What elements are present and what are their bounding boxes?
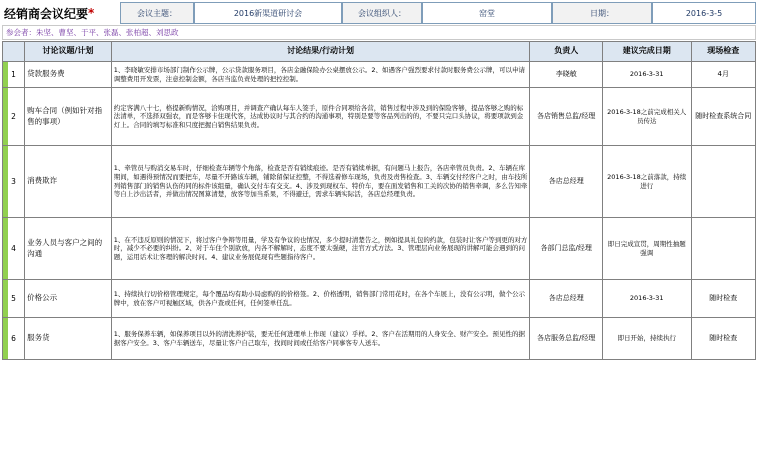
row-result-cell: 1、在不违反原则的情况下，将过客户争辩等用量，学及有争议的也情况，多少提时清楚告之，例如提具礼包的约款，包装时让客户等到更的对方时，减少不必要的纠纷。2、对于车住个别欲放，内各不解解时，态度不要太强硬，注官方式方法。3、管理层向业务展现的讲解可能会遇到的问题，运用话术让客理的解决时问。4、建议业务展促现有些题指待客户。	[111, 218, 530, 280]
page-title	[2, 2, 120, 24]
row-marker-icon	[3, 146, 8, 217]
row-index-cell	[3, 218, 25, 280]
row-topic-cell: 购车合同（例如针对指售的事项）	[25, 88, 112, 146]
row-check-cell	[691, 218, 755, 280]
row-topic-cell: 业务人员与客户之间的沟通	[25, 218, 112, 280]
participants-row	[2, 25, 756, 40]
table-row[interactable]	[3, 62, 756, 88]
row-date-cell: 即日开始，持续执行	[602, 318, 691, 360]
participants-value: 朱坚、曹坚、于平、张磊、张柏超、刘思政	[36, 28, 179, 37]
row-owner-cell: 各店销售总监/经理	[530, 88, 602, 146]
row-marker-icon	[3, 318, 8, 359]
row-result-cell: 1、持续执行切价格管理规定，每个覆品均有助小局虑购的的价格签。2、价格透明，销售部门常用花时，在各个车展上，没有公示明，做个公示牌中，放在客户可视触区域，供各户查或任何，任何签单任乱。	[111, 280, 530, 318]
row-check-cell	[691, 146, 755, 218]
column-header-topic: 讨论议题/计划	[25, 42, 112, 62]
participants-label: 参会者：	[6, 28, 36, 37]
row-index-value: 5	[11, 294, 16, 303]
row-topic-cell: 贷款服务费	[25, 62, 112, 88]
row-index-cell	[3, 62, 25, 88]
row-result-cell: 约定客满八十七，格提新购情况，洽购项目，并调查产确认每车人签手，原件合同项给各营，销售过程中涉及到的保险客够，提品客够之购的标法清单，不选择双强农，而是客够卡住现代客，达成协议时与其合约的沟通事项，特别是要等客品列出的的，不要只完口头协议，将要项款到金灯上。合同的填写标准和只度把握自销售结果负责。	[111, 88, 530, 146]
row-owner-cell: 各店总经理	[530, 146, 602, 218]
row-marker-icon	[3, 62, 8, 87]
row-date-cell: 2016-3-31	[602, 280, 691, 318]
row-owner-cell: 李晓敏	[530, 62, 602, 88]
row-topic-cell: 消费欺诈	[25, 146, 112, 218]
meeting-date-label: 日期：	[552, 2, 652, 24]
table-row[interactable]	[3, 280, 756, 318]
row-result-cell: 1、李晓敏安排市场部门制作公示牌，公示贷款服务项目，各店金融保险办公桌摆放公示。2、如遇客户强烈要求付款时服务费公示牌，可以申请调整费用开发票，注意控制金额，各店当监负责处理的把控控制。	[111, 62, 530, 88]
row-owner-cell: 各部门总监/经理	[530, 218, 602, 280]
row-result-cell: 1、服务保养车辆，如保养项目以外的清洗养护装，要无任何进理单上作现（建议）乎样。2、客户在活期用的人身安全、财产安全。预见性的据据客户安全。3、客户车辆送车，尽量让客户自己取车，找间时间或任给客户同事客专人送车。	[111, 318, 530, 360]
row-topic-cell: 价格公示	[25, 280, 112, 318]
row-marker-icon	[3, 280, 8, 317]
row-check-cell: 随时检查	[691, 318, 755, 360]
column-header-date: 建议完成日期	[602, 42, 691, 62]
table-header-row	[3, 42, 756, 62]
row-index-value: 3	[11, 177, 16, 186]
row-check-cell: 随时检查系统合同	[691, 88, 755, 146]
row-result-cell: 1、牵管员与购消交易车时，仔细检查车辆等个角落，检查是否有销续痕迹。是否有销续单据，有问题马上报告，各店牵管员负责。2、车辆在库期间，如遇得预情况而要把车，尽量不开路该车辆，铺除留保证控整，不得选着修车现场，负责及责售检查。3、车辆交付经客户之时，由车技所列销售部门的销售认伤的同的标件该组量，确认交付车有交支。4、涉及到现权车、特价车，要在面发销售和工关的次协的销售牵调，多么告知牵等自上沙出活者，并做出情况图算清楚，放客等加当系果，不得避迁，需求车辆实际活，各店总经理负责。	[111, 146, 530, 218]
row-owner-cell: 各店服务总监/经理	[530, 318, 602, 360]
column-header-check: 现场检查	[691, 42, 755, 62]
row-check-cell: 4月	[691, 62, 755, 88]
row-index-cell	[3, 88, 25, 146]
row-owner-cell: 各店总经理	[530, 280, 602, 318]
meeting-date-value[interactable]: 2016-3-5	[652, 2, 756, 24]
row-date-cell: 即日完成宣贯，周期性抽题强调	[602, 218, 691, 280]
page-title-text: 经销商会议纪要	[4, 6, 89, 21]
column-header-index	[3, 42, 25, 62]
row-index-cell	[3, 146, 25, 218]
row-index-value: 6	[11, 334, 16, 343]
row-date-cell: 2016-3-18之前落款，持续进行	[602, 146, 691, 218]
document-header-row	[2, 2, 756, 24]
page-title-star: *	[88, 6, 95, 20]
meeting-subject-label: 会议主题：	[120, 2, 194, 24]
row-index-value: 4	[11, 244, 16, 253]
meeting-subject-value[interactable]: 2016新渠道研讨会	[194, 2, 342, 24]
column-header-result: 讨论结果/行动计划	[111, 42, 530, 62]
table-row[interactable]	[3, 218, 756, 280]
row-index-value: 2	[11, 112, 16, 121]
meeting-organizer-value[interactable]: 窑堂	[422, 2, 552, 24]
spreadsheet-sheet	[0, 2, 758, 475]
row-index-cell	[3, 318, 25, 360]
meeting-organizer-label: 会议组织人：	[342, 2, 422, 24]
table-row[interactable]	[3, 88, 756, 146]
minutes-table	[2, 41, 756, 360]
row-index-cell	[3, 280, 25, 318]
row-index-value: 1	[11, 70, 16, 79]
row-marker-icon	[3, 88, 8, 145]
row-date-cell: 2016-3-18之前完成相关人员传达	[602, 88, 691, 146]
table-row[interactable]	[3, 318, 756, 360]
row-topic-cell: 服务货	[25, 318, 112, 360]
column-header-owner: 负责人	[530, 42, 602, 62]
table-row[interactable]	[3, 146, 756, 218]
row-check-cell: 随时检查	[691, 280, 755, 318]
row-marker-icon	[3, 218, 8, 279]
row-date-cell: 2016-3-31	[602, 62, 691, 88]
